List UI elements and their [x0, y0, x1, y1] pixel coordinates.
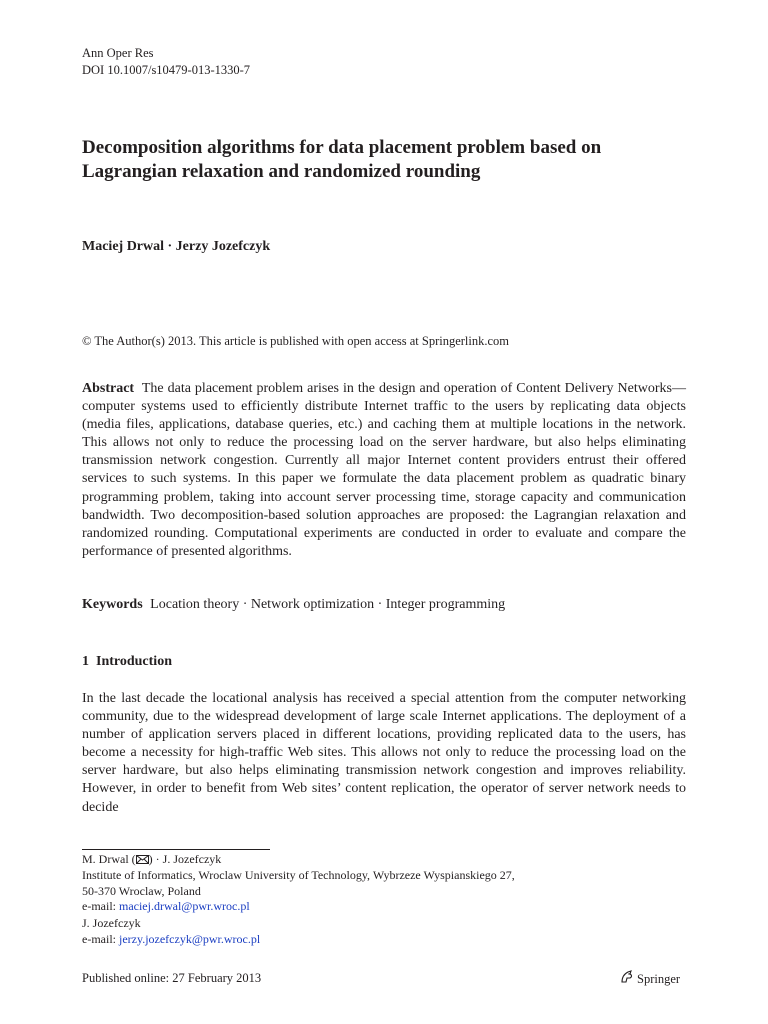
- second-author-footnote: [82, 916, 686, 947]
- section-body: In the last decade the locational analysis has received a special attention from the computer networking community, due to the widespread development of large scale Internet applications. The deployment of a number of application servers placed in different locations, providing replicated data to the users, has become a necessity for high-traffic Web sites. This allows not only to reduce the processing load on the server hardware, but also helps eliminating transmission network congestion and improves reliability. However, in order to benefit from Web sites’ content replication, the operator of server network needs to decide: [82, 691, 686, 815]
- footnote-address: 50-370 Wroclaw, Poland: [82, 883, 201, 898]
- publication-date: Published online: 27 February 2013: [82, 971, 262, 985]
- section-title: Introduction: [96, 654, 172, 669]
- footnote-rule: [82, 849, 270, 850]
- journal-name: Ann Oper Res: [82, 46, 154, 60]
- abstract-text: The data placement problem arises in the design and operation of Content Delivery Networks—computer systems used to efficiently distribute Internet traffic to the users by replicating data objects (media files, applications, database queries, etc.) and caching them at multiple locations in the network. This allows not only to reduce the processing load on the server hardware, but also helps eliminating transmission network congestion. Currently all major Internet content providers entrust their offered services to such systems. In this paper we formulate the data placement problem as quadratic binary programming problem, taking into account server processing time, storage capacity and communication bandwidth. Two decomposition-based solution approaches are proposed: the Lagrangian relaxation and randomized rounding. Computational experiments are conducted in order to evaluate and compare the performance of presented algorithms.: [82, 381, 686, 559]
- keywords-text: Location theory · Network optimization · Integer programming: [150, 597, 506, 612]
- author-list: Maciej Drwal · Jerzy Jozefczyk: [82, 239, 271, 254]
- publisher-logo: [620, 970, 680, 988]
- keywords: [82, 597, 505, 613]
- footnote-author1: M. Drwal: [82, 852, 129, 866]
- copyright-notice: © The Author(s) 2013. This article is published with open access at Springerlink.com: [82, 334, 510, 348]
- author-footnote: [82, 852, 686, 915]
- journal-header: [82, 45, 250, 79]
- email-link-drwal[interactable]: maciej.drwal@pwr.wroc.pl: [118, 899, 250, 913]
- abstract: [82, 380, 686, 561]
- footnote-authors-line: M. Drwal ( ) · J. Jozefczyk: [82, 852, 222, 866]
- section-heading: [82, 654, 172, 670]
- section-number: 1: [82, 654, 89, 669]
- journal-doi: DOI 10.1007/s10479-013-1330-7: [82, 63, 251, 77]
- footnote-author2-inline: · J. Jozefczyk: [155, 852, 222, 866]
- keywords-label: Keywords: [82, 597, 143, 612]
- footnote-affiliation: Institute of Informatics, Wroclaw University of Technology, Wybrzeze Wyspianskiego 27,: [82, 868, 515, 882]
- springer-horse-icon: [620, 970, 634, 988]
- footnote-email-line-1: [82, 899, 686, 915]
- email-label: e-mail:: [82, 899, 116, 913]
- publisher-name: Springer: [637, 971, 681, 986]
- footnote-email-line-2: [82, 932, 686, 948]
- paper-title: Decomposition algorithms for data placement problem based on Lagrangian relaxation and randomized rounding: [82, 137, 602, 182]
- email-label: e-mail:: [82, 931, 116, 946]
- envelope-icon: [136, 853, 149, 869]
- footnote-author2: J. Jozefczyk: [82, 916, 141, 930]
- abstract-label: Abstract: [82, 381, 135, 396]
- email-link-jozefczyk[interactable]: jerzy.jozefczyk@pwr.wroc.pl: [118, 931, 261, 946]
